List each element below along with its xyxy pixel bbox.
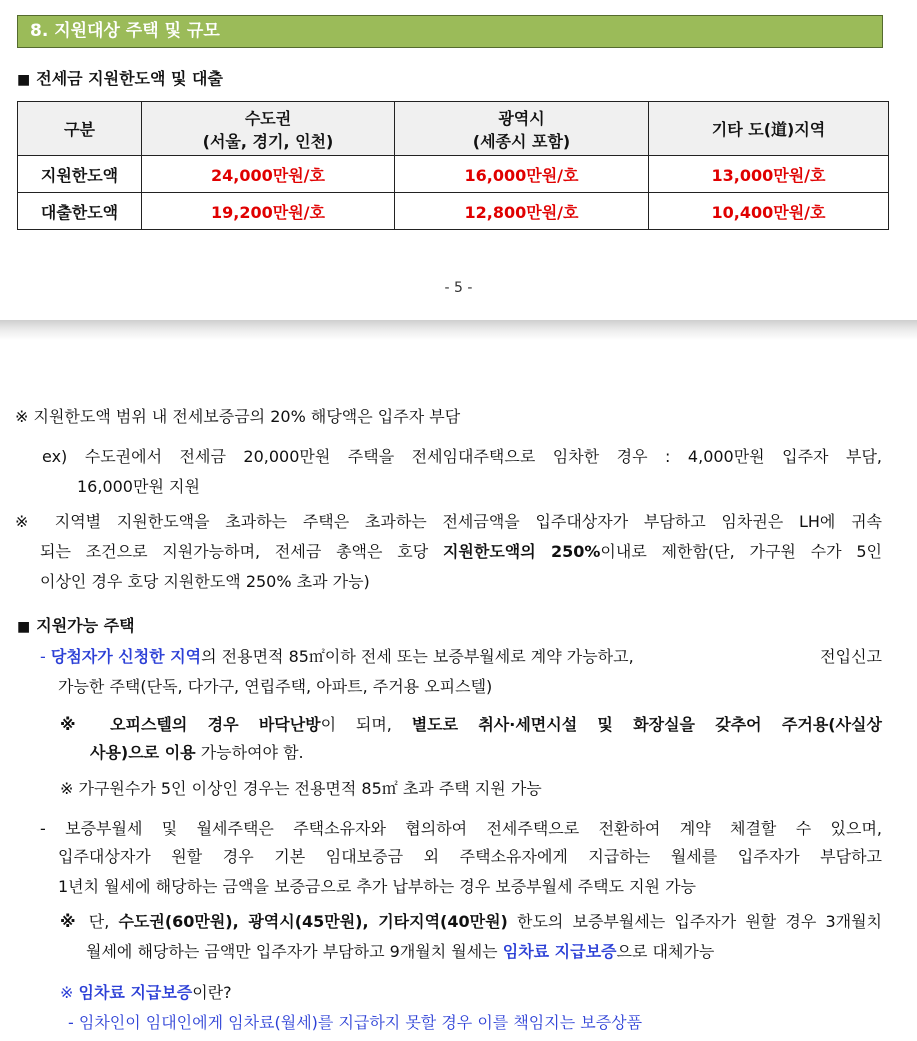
- housing-item: - 당첨자가 신청한 지역의 전용면적 85㎡이하 전세 또는 보증부월세로 계약 가능하고, 전입신고: [40, 647, 882, 666]
- housing-subnote: ※ 단, 수도권(60만원), 광역시(45만원), 기타지역(40만원) 한도의 보증부월세는 입주자가 원할 경우 3개월치: [60, 912, 883, 931]
- housing-subnote: ※ 오피스텔의 경우 바닥난방이 되며, 별도로 취사·세면시설 및 화장실을 갖추어 주거용(사실상: [60, 715, 882, 734]
- housing-item: 가능한 주택(단독, 다가구, 연립주택, 아파트, 주거용 오피스텔): [58, 677, 493, 696]
- page-break: [0, 320, 917, 340]
- limits-table: [17, 101, 889, 230]
- square-bullet-icon: ■: [17, 72, 31, 88]
- housing-item: 1년치 월세에 해당하는 금액을 보증금으로 추가 납부하는 경우 보증부월세 주택도 지원 가능: [58, 877, 696, 896]
- table-row: [18, 156, 889, 193]
- page-number: - 5 -: [444, 280, 473, 296]
- housing-subnote: 월세에 해당하는 금액만 입주자가 부담하고 9개월치 월세는 임차료 지급보증으로 대체가능: [86, 942, 715, 961]
- housing-subnote: 사용)으로 이용 가능하여야 함.: [90, 743, 304, 762]
- note-line: ※ 지원한도액 범위 내 전세보증금의 20% 해당액은 입주자 부담: [15, 407, 461, 426]
- question-line: ※ 임차료 지급보증이란?: [60, 983, 232, 1002]
- note-line: ※ 지역별 지원한도액을 초과하는 주택은 초과하는 전세금액을 입주대상자가 부담하고 임차권은 LH에 귀속: [15, 512, 882, 531]
- answer-line: - 임차인이 임대인에게 임차료(월세)를 지급하지 못할 경우 이를 책임지는 보증상품: [68, 1013, 643, 1032]
- section-header: 8. 지원대상 주택 및 규모: [17, 15, 883, 48]
- cell-amount: 13,000만원/호: [649, 156, 889, 193]
- row-label: 대출한도액: [18, 193, 142, 230]
- cell-amount: 19,200만원/호: [142, 193, 395, 230]
- note-line: 되는 조건으로 지원가능하며, 전세금 총액은 호당 지원한도액의 250%이내로 제한함(단, 가구원 수가 5인: [40, 542, 882, 561]
- col-header-category: 구분: [18, 102, 142, 156]
- note-line: 이상인 경우 호당 지원한도액 250% 초과 가능): [40, 572, 370, 591]
- col-header-other: 기타 도(道)지역: [649, 102, 889, 156]
- cell-amount: 16,000만원/호: [395, 156, 649, 193]
- col-header-metro: 수도권 (서울, 경기, 인천): [142, 102, 395, 156]
- limits-heading: ■ 전세금 지원한도액 및 대출: [17, 69, 223, 88]
- housing-item: - 보증부월세 및 월세주택은 주택소유자와 협의하여 전세주택으로 전환하여 계약 체결할 수 있으며,: [40, 819, 882, 838]
- example-line: ex) 수도권에서 전세금 20,000만원 주택을 전세임대주택으로 임차한 경우 : 4,000만원 입주자 부담,: [42, 447, 882, 466]
- housing-subnote: ※ 가구원수가 5인 이상인 경우는 전용면적 85㎡ 초과 주택 지원 가능: [60, 779, 542, 798]
- cell-amount: 10,400만원/호: [649, 193, 889, 230]
- cell-amount: 24,000만원/호: [142, 156, 395, 193]
- housing-item: 입주대상자가 원할 경우 기본 임대보증금 외 주택소유자에게 지급하는 월세를 입주자가 부담하고: [58, 847, 882, 866]
- example-line: 16,000만원 지원: [77, 477, 200, 496]
- row-label: 지원한도액: [18, 156, 142, 193]
- table-header-row: [18, 102, 889, 156]
- housing-heading: ■ 지원가능 주택: [17, 616, 135, 635]
- square-bullet-icon: ■: [17, 619, 31, 635]
- table-row: [18, 193, 889, 230]
- col-header-city: 광역시 (세종시 포함): [395, 102, 649, 156]
- cell-amount: 12,800만원/호: [395, 193, 649, 230]
